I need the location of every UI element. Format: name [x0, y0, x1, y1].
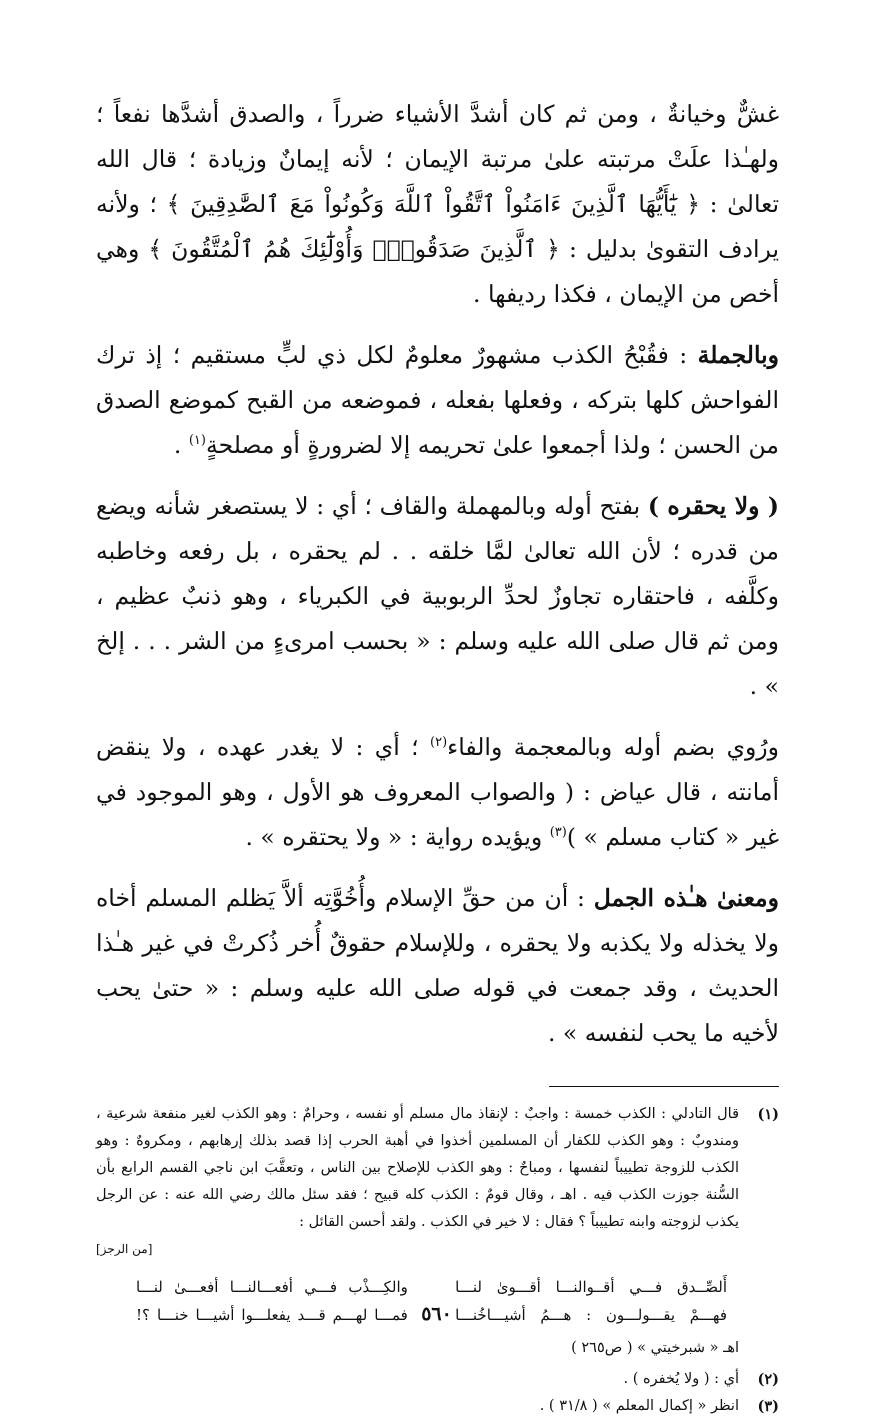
paragraph-3: [96, 484, 779, 709]
paragraph-2: [96, 333, 779, 468]
footnote-3: [96, 1393, 779, 1420]
paragraph-1-text: غشٌّ وخيانةٌ ، ومن ثم كان أشدَّ الأشياء ضرراً ، والصدق أشدَّها نفعاً ؛ ولهـٰذا علَتْ مرتبته علىٰ مرتبة الإيمان ؛ لأنه إيمانٌ وزيادة ؛ قال الله تعالىٰ : ﴿ يَٰٓأَيُّهَا ٱلَّذِينَ ءَامَنُواْ ٱتَّقُواْ ٱللَّهَ وَكُونُواْ مَعَ ٱلصَّٰدِقِينَ ﴾ ؛ ولأنه يرادف التقوىٰ بدليل : ﴿ ٱلَّذِينَ صَدَقُواْۖ وَأُوْلَٰٓئِكَ هُمُ ٱلْمُتَّقُونَ ﴾ وهي أخص من الإيمان ، فكذا رديفها .: [96, 100, 779, 308]
paragraph-5-lead: ومعنىٰ هـٰذه الجمل: [593, 884, 779, 912]
footnote-2-number: (٢): [757, 1371, 779, 1388]
poem-verse-2-first-half: فهـــمْ يقـــولـــون : هـــمُ أشيـــاخُنـــا: [455, 1306, 727, 1324]
paragraph-3-lead: ( ولا يحقره ): [647, 492, 779, 520]
paragraph-2-lead: وبالجملة: [697, 341, 779, 369]
poem-verse-2-second-half: فمـــا لهـــم قـــد يفعلـــوا أشيـــا خنـــا ؟!: [136, 1306, 408, 1324]
paragraph-4-tail: ؛ أي : لا يغدر عهده ، ولا ينقض أمانته ، قال عياض : ( والصواب المعروف هو الأول ، وهو الموجود في غير « كتاب مسلم » ): [96, 733, 779, 851]
paragraph-5: [96, 876, 779, 1056]
footnote-3-text: انظر « إكمال المعلم » ( ٣١/٨ ) .: [539, 1398, 739, 1414]
footnotes: [96, 1101, 779, 1420]
footnote-1-meter-row: [96, 1236, 739, 1263]
poem-verse-1-first-half: أَلصِّــدق فـــي أقــوالنـــا أقـــوىٰ لنـــا: [455, 1278, 727, 1296]
paragraph-4: [96, 725, 779, 860]
footnote-3-number: (٣): [757, 1398, 779, 1415]
footnote-divider: [549, 1086, 779, 1087]
main-text: [96, 92, 779, 1056]
paragraph-3-text: بفتح أوله وبالمهملة والقاف ؛ أي : لا يستصغر شأنه ويضع من قدره ؛ لأن الله تعالىٰ لمَّا خلقه . . لم يحقره ، بل رفعه وخاطبه وكلَّفه ، فاحتقاره تجاوزٌ لحدِّ الربوبية في الكبرياء ، وهو ذنبٌ عظيم ، ومن ثم قال صلى الله عليه وسلم : « بحسب امرىءٍ من الشر . . . إلخ » .: [96, 492, 779, 700]
paragraph-1: [96, 92, 779, 317]
footnote-1: [96, 1101, 779, 1366]
footnote-1-text: قال التادلي : الكذب خمسة : واجبٌ : لإنقاذ مال مسلم أو نفسه ، وحرامٌ : وهو الكذب لغير منفعة شرعية ، ومندوبٌ : وهو الكذب للكفار أن المسلمين أخذوا في أهبة الحرب إذا قصد بذلك إرهابهم ، ومكروهٌ : وهو الكذب للزوجة تطييباً لنفسها ، ومباحٌ : وهو الكذب للإصلاح بين الناس ، وتعقَّبَ ابن ناجي القسم الرابع بأن السُّنة جوزت الكذب فيه . اهـ ، وقال قومٌ : الكذب كله قبيح ؛ فقد سئل مالك رضي الله عنه : عن الرجل يكذب لزوجته وابنه تطييباً ؟ فقال : لا خير في الكذب . ولقد أحسن القائل :: [96, 1106, 739, 1230]
footnote-1-body: [96, 1101, 739, 1366]
paragraph-5-text: : أن من حقِّ الإسلام وأُخُوَّتِه ألاَّ يَظلم المسلم أخاه ولا يخذله ولا يكذبه ولا يحقره ، وللإسلام حقوقٌ أُخر ذُكرتْ في غير هـٰذا الحديث ، وقد جمعت في قوله صلى الله عليه وسلم : « حتىٰ يحب لأخيه ما يحب لنفسه » .: [96, 884, 779, 1047]
page-number: ٥٦٠: [421, 1303, 452, 1325]
footnote-ref-2[interactable]: (٢): [430, 735, 448, 751]
footnote-2: [96, 1366, 779, 1393]
footnote-1-intro: [96, 1101, 739, 1236]
poem-verse-1: [136, 1273, 727, 1301]
footnote-ref-1[interactable]: (١): [188, 433, 206, 449]
poem-verse-1-second-half: والكِـــذْب فـــي أفعـــالنـــا أفعـــىٰ لنـــا: [136, 1278, 408, 1296]
paragraph-2-text: : فقُبْحُ الكذب مشهورٌ معلومٌ لكل ذي لبٍّ مستقيم ؛ إذ ترك الفواحش كلها بتركه ، وفعلها بفعله ، فموضعه من القبح كموضع الصدق من الحسن ؛ ولذا أجمعوا علىٰ تحريمه إلا لضرورةٍ أو مصلحةٍ: [96, 341, 779, 459]
paragraph-4-tail-2: ويؤيده رواية : « ولا يحتقره » .: [245, 823, 550, 851]
footnote-2-text: أي : ( ولا يُخفره ) .: [623, 1371, 739, 1387]
footnote-ref-3[interactable]: (٣): [549, 825, 567, 841]
footnote-1-number: (١): [757, 1106, 779, 1123]
footnote-1-source: اهـ « شبرخيتي » ( ص٢٦٥ ): [571, 1340, 739, 1356]
paragraph-4-text: ورُوي بضم أوله وبالمعجمة والفاء: [447, 733, 780, 761]
paragraph-2-tail: .: [173, 431, 189, 459]
poem-meter-label: [من الرجز]: [96, 1242, 153, 1256]
